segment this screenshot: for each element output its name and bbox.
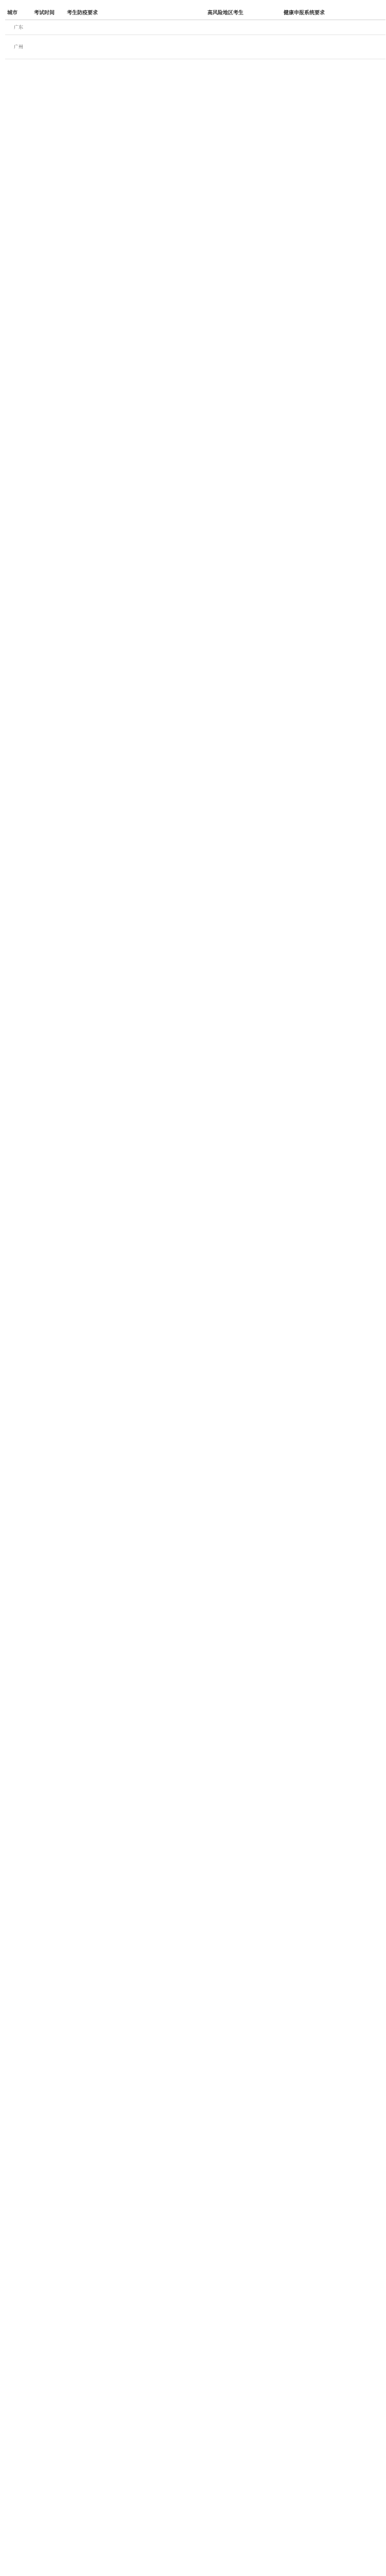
cell-high-risk-candidates	[205, 35, 282, 59]
cell-city: 广州	[5, 35, 32, 59]
exam-epidemic-requirements-table	[5, 7, 385, 59]
header-city: 城市	[5, 7, 32, 20]
cell-candidate-requirements	[65, 20, 205, 35]
header-health-declaration: 健康申报系统要求	[282, 7, 385, 20]
cell-high-risk-candidates	[205, 20, 282, 35]
cell-health-declaration	[282, 20, 385, 35]
cell-exam-time	[32, 35, 65, 59]
table-row	[5, 35, 385, 59]
header-exam-time: 考试时间	[32, 7, 65, 20]
cell-city: 广东	[5, 20, 32, 35]
table-header-row	[5, 7, 385, 20]
cell-candidate-requirements	[65, 35, 205, 59]
cell-health-declaration	[282, 35, 385, 59]
cell-exam-time	[32, 20, 65, 35]
header-high-risk-candidates: 高风险地区考生	[205, 7, 282, 20]
header-candidate-requirements: 考生防疫要求	[65, 7, 205, 20]
table-row	[5, 20, 385, 35]
